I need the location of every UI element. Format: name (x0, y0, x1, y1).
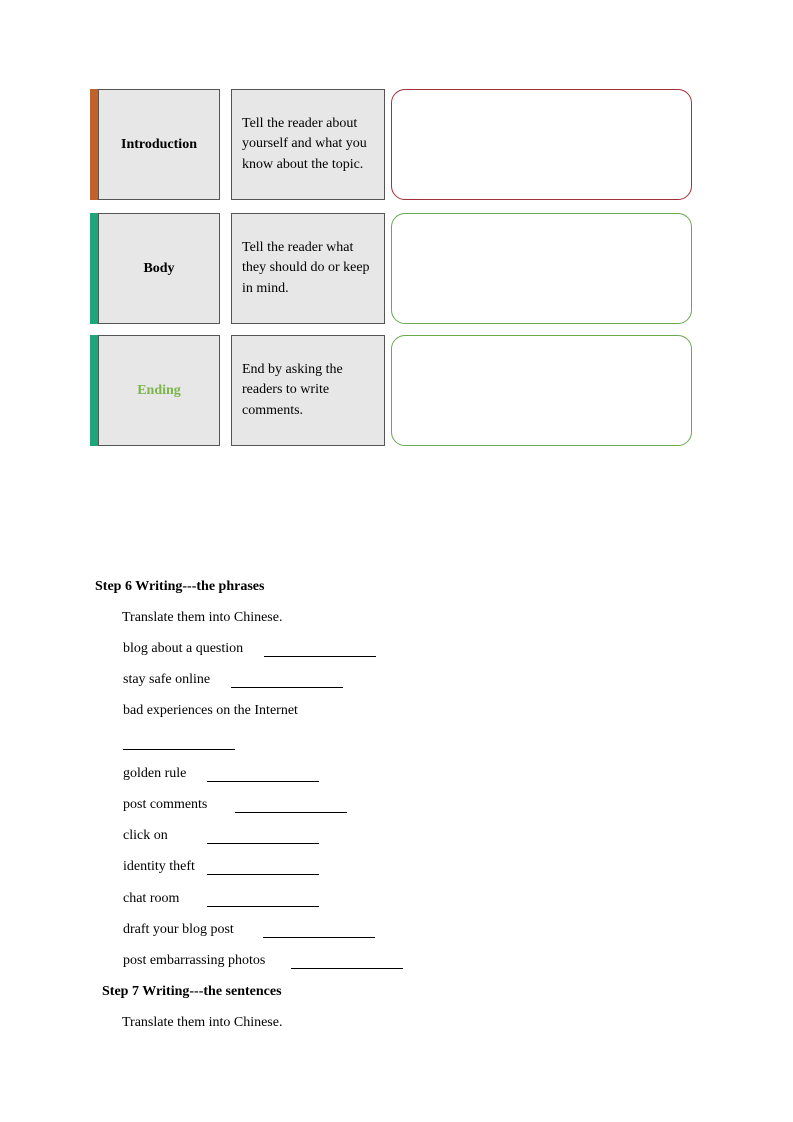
section-label: Body (98, 213, 220, 324)
step6-instruction: Translate them into Chinese. (122, 610, 283, 625)
step6-heading: Step 6 Writing---the phrases (95, 579, 265, 594)
phrase-item: golden rule (123, 766, 187, 781)
section-description: Tell the reader about yourself and what you know about the topic. (231, 89, 385, 200)
organizer-row-introduction (90, 89, 692, 200)
phrase-item: identity theft (123, 859, 195, 874)
step7-instruction: Translate them into Chinese. (122, 1015, 283, 1030)
phrase-item: post embarrassing photos (123, 953, 266, 968)
phrase-item: chat room (123, 891, 180, 906)
phrase-item: bad experiences on the Internet (123, 703, 298, 718)
answer-blank[interactable] (291, 968, 403, 969)
answer-blank[interactable] (264, 656, 376, 657)
accent-bar (90, 335, 98, 446)
phrase-item: click on (123, 828, 168, 843)
phrase-item: stay safe online (123, 672, 211, 687)
answer-box[interactable] (391, 213, 692, 324)
answer-blank[interactable] (123, 749, 235, 750)
answer-blank[interactable] (207, 874, 319, 875)
accent-bar (90, 89, 98, 200)
section-label: Ending (98, 335, 220, 446)
answer-blank[interactable] (231, 687, 343, 688)
answer-box[interactable] (391, 89, 692, 200)
answer-box[interactable] (391, 335, 692, 446)
phrase-item: post comments (123, 797, 208, 812)
phrase-item: draft your blog post (123, 922, 234, 937)
answer-blank[interactable] (207, 906, 319, 907)
answer-blank[interactable] (207, 781, 319, 782)
section-description: End by asking the readers to write comments. (231, 335, 385, 446)
organizer-row-body (90, 213, 692, 324)
phrase-item: blog about a question (123, 641, 244, 656)
section-description: Tell the reader what they should do or keep in mind. (231, 213, 385, 324)
organizer-row-ending (90, 335, 692, 446)
step7-heading: Step 7 Writing---the sentences (102, 984, 282, 999)
answer-blank[interactable] (207, 843, 319, 844)
accent-bar (90, 213, 98, 324)
section-label: Introduction (98, 89, 220, 200)
answer-blank[interactable] (235, 812, 347, 813)
answer-blank[interactable] (263, 937, 375, 938)
